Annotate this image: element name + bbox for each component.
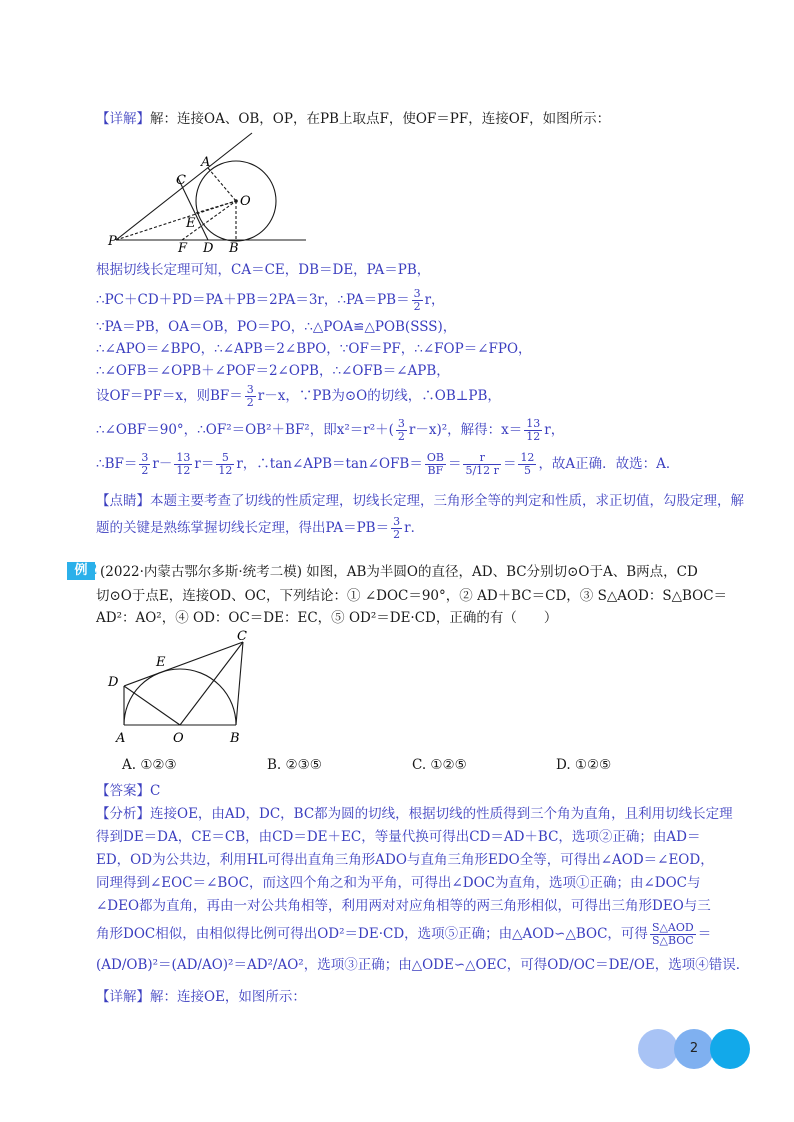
label-d: D <box>108 675 119 690</box>
semicircle <box>124 669 236 725</box>
analysis-line: (AD/OB)²＝(AD/AO)²＝AD²/AO²，选项③正确；由△ODE∽△OEC，可得OD/OC＝DE/OE，选项④错误． <box>96 957 750 973</box>
detail-line: ∵PA＝PB，OA＝OB，PO＝PO，∴△POA≌△POB(SSS)， <box>96 319 457 335</box>
tangent-dc <box>124 642 243 686</box>
label-c: C <box>176 173 186 188</box>
example-badge: 例 <box>67 562 95 580</box>
label-d: D <box>203 241 214 256</box>
option-c[interactable]: C. ①②⑤ <box>412 757 467 773</box>
line-od <box>124 686 180 725</box>
question-line: AD²：AO²，④ OD：OC＝DE：EC，⑤ OD²＝DE·CD，正确的有（ ） <box>96 610 558 626</box>
label-a: A <box>201 155 211 170</box>
detail-text: 解：连接OA、OB，OP，在PB上取点F，使OF＝PF，连接OF，如图所示： <box>150 111 611 127</box>
detail-line: ∴PC＋CD＋PD＝PA＋PB＝2PA＝3r，∴PA＝PB＝ $\frac{3}{2}$ r， <box>96 287 445 313</box>
detail-line: 设OF＝PF＝x，则BF＝ $\frac{3}{2}$ r－x，∵PB为⊙O的切线，∴OB⊥PB， <box>96 383 501 409</box>
detail-line: 根据切线长定理可知，CA＝CE，DB＝DE，PA＝PB， <box>96 262 431 278</box>
label-a: A <box>116 731 126 746</box>
option-d[interactable]: D. ①②⑤ <box>556 757 612 773</box>
detail-line: ∴∠APO＝∠BPO，∴∠APB＝2∠BPO，∵OF＝PF，∴∠FOP＝∠FPO， <box>96 341 532 357</box>
label-p: P <box>108 234 117 249</box>
note-line: 【点睛】本题主要考查了切线的性质定理，切线长定理，三角形全等的判定和性质，求正切值，勾股定理，解 <box>96 493 744 509</box>
detail-line <box>96 110 610 128</box>
analysis-line: 角形DOC相似，由相似得比例可得出OD²＝DE·CD，选项⑤正确；由△AOD∽△BOC，可得 $\frac{\text{S△AOD}}{\text{S△BOC}}$ ＝ <box>96 921 712 947</box>
detail-tag: 【详解】 <box>96 111 150 127</box>
line-oc <box>180 642 243 725</box>
label-e: E <box>156 655 166 670</box>
label-c: C <box>237 629 247 644</box>
question-line: (2022·内蒙古鄂尔多斯·统考二模) 如图，AB为半圆O的直径，AD、BC分别切⊙O于A、B两点，CD <box>100 564 698 580</box>
figure-tangent-circle <box>106 128 318 256</box>
answer-line: 【答案】C <box>96 783 161 799</box>
note-line: 题的关键是熟练掌握切线长定理，得出PA＝PB＝ $\frac{3}{2}$ r． <box>96 515 425 541</box>
page-number: 2 <box>689 1041 699 1056</box>
detail-line: ∴∠OFB＝∠OPB＋∠POF＝2∠OPB，∴∠OFB＝∠APB， <box>96 363 450 379</box>
label-b: B <box>229 241 239 256</box>
label-f: F <box>178 241 188 256</box>
page-indicator <box>638 1029 750 1069</box>
analysis-line: 同理得到∠EOC＝∠BOC，而这四个角之和为平角，可得出∠DOC为直角，选项①正确；由∠DOC与 <box>96 875 701 891</box>
analysis-line: 【分析】连接OE，由AD，DC，BC都为圆的切线，根据切线的性质得到三个角为直角，且利用切线长定理 <box>96 806 733 822</box>
tangent-bc <box>236 642 243 725</box>
label-o: O <box>173 731 184 746</box>
line-oa <box>208 168 236 201</box>
label-b: B <box>230 731 240 746</box>
option-a[interactable]: A. ①②③ <box>122 757 177 773</box>
detail-line: ∴∠OBF＝90°，∴OF²＝OB²＋BF²，即x²＝r²＋( $\frac{3}{2}$ r－x)²，解得：x＝ $\frac{13}{12}$ r， <box>96 417 565 443</box>
line-oe <box>196 201 236 213</box>
detail-line: ∴BF＝ $\frac{3}{2}$ r－ $\frac{13}{12}$ r＝ $\frac{5}{12}$ r，∴tan∠APB＝tan∠OFB＝ $\frac{OB}{BF}$ ＝ $\frac{r}{5/12 r}$ ＝ $\frac{12}{5}$ ，故A正确．故选：A． <box>96 451 680 477</box>
detail2-line: 【详解】解：连接OE，如图所示： <box>96 989 306 1005</box>
analysis-line: ∠DEO都为直角，再由一对公共角相等，利用两对对应角相等的两三角形相似，可得出三角形DEO与三 <box>96 898 711 914</box>
example-number: 2 <box>89 562 98 578</box>
option-b[interactable]: B. ②③⑤ <box>267 757 322 773</box>
analysis-line: ED，OD为公共边，利用HL可得出直角三角形ADO与直角三角形EDO全等，可得出∠AOD＝∠EOD， <box>96 852 714 868</box>
analysis-line: 得到DE＝DA，CE＝CB，由CD＝DE＋EC，等量代换可得出CD＝AD＋BC，选项②正确；由AD＝ <box>96 829 701 845</box>
label-e: E <box>186 216 196 231</box>
label-o: O <box>240 194 251 209</box>
question-line: 切⊙O于点E，连接OD、OC，下列结论：① ∠DOC＝90°，② AD＋BC＝CD，③ S△AOD：S△BOC＝ <box>96 588 728 604</box>
figure-semicircle <box>106 628 256 750</box>
